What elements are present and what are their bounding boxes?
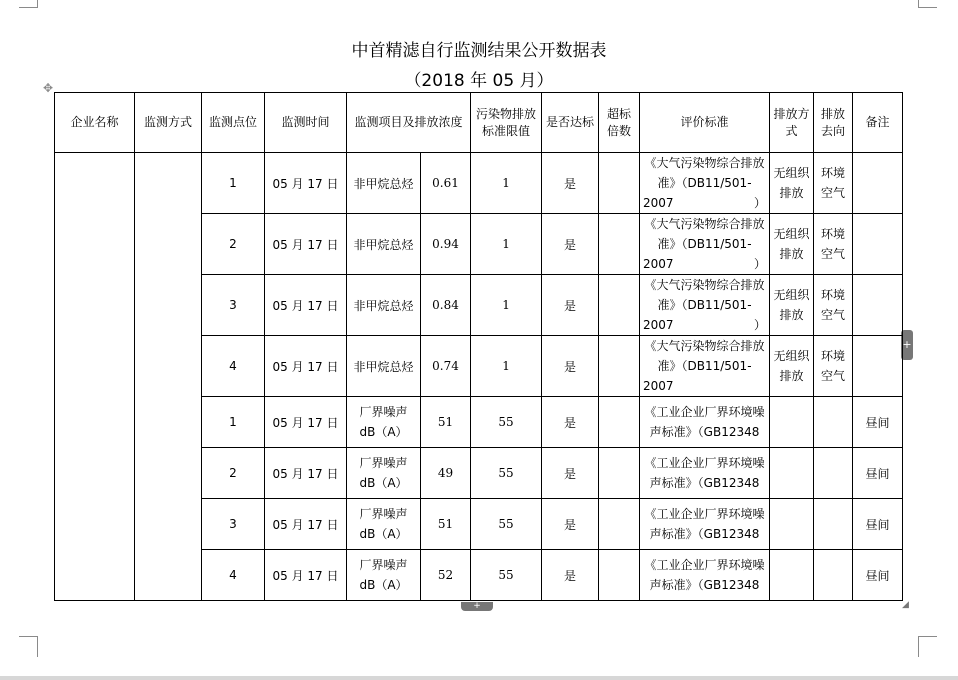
exceed-cell <box>599 448 640 499</box>
header-company: 企业名称 <box>55 93 135 153</box>
value-cell: 52 <box>421 550 471 601</box>
meets-cell: 是 <box>542 397 599 448</box>
time-cell: 05 月 17 日 <box>265 214 347 275</box>
point-cell: 2 <box>202 214 265 275</box>
dest-cell: 环境空气 <box>814 214 853 275</box>
value-cell: 0.61 <box>421 153 471 214</box>
company-cell <box>55 153 135 601</box>
add-row-button[interactable] <box>461 602 493 611</box>
mode-cell: 无组织排放 <box>770 275 814 336</box>
time-cell: 05 月 17 日 <box>265 448 347 499</box>
meets-cell: 是 <box>542 275 599 336</box>
header-note: 备注 <box>853 93 903 153</box>
mode-cell: 无组织排放 <box>770 214 814 275</box>
point-cell: 2 <box>202 448 265 499</box>
value-cell: 0.84 <box>421 275 471 336</box>
meets-cell: 是 <box>542 336 599 397</box>
point-cell: 3 <box>202 499 265 550</box>
limit-cell: 55 <box>471 448 542 499</box>
table-move-icon[interactable]: ✥ <box>42 81 54 95</box>
meets-cell: 是 <box>542 153 599 214</box>
note-cell: 昼间 <box>853 397 903 448</box>
note-cell <box>853 153 903 214</box>
note-cell <box>853 214 903 275</box>
point-cell: 3 <box>202 275 265 336</box>
standard-cell: 《工业企业厂界环境噪声标准》（GB12348 <box>640 397 770 448</box>
monitoring-results-table <box>54 92 903 601</box>
item-cell: 厂界噪声 dB（A） <box>347 550 421 601</box>
exceed-cell <box>599 214 640 275</box>
time-cell: 05 月 17 日 <box>265 336 347 397</box>
item-cell: 厂界噪声 dB（A） <box>347 499 421 550</box>
exceed-cell <box>599 550 640 601</box>
dest-cell <box>814 550 853 601</box>
point-cell: 4 <box>202 550 265 601</box>
time-cell: 05 月 17 日 <box>265 275 347 336</box>
time-cell: 05 月 17 日 <box>265 499 347 550</box>
value-cell: 0.94 <box>421 214 471 275</box>
mode-cell: 无组织排放 <box>770 336 814 397</box>
exceed-cell <box>599 336 640 397</box>
exceed-cell <box>599 153 640 214</box>
header-item: 监测项目及排放浓度 <box>347 93 471 153</box>
standard-cell: 《大气污染物综合排放准》（DB11/501-2007） <box>640 153 770 214</box>
exceed-cell <box>599 499 640 550</box>
value-cell: 51 <box>421 499 471 550</box>
meets-cell: 是 <box>542 214 599 275</box>
document-title: 中首精滤自行监测结果公开数据表 <box>351 41 607 61</box>
standard-cell: 《大气污染物综合排放准》（DB11/501-2007 <box>640 336 770 397</box>
point-cell: 1 <box>202 153 265 214</box>
header-discharge-mode: 排放方式 <box>770 93 814 153</box>
mode-cell <box>770 499 814 550</box>
value-cell: 51 <box>421 397 471 448</box>
table-resize-icon[interactable]: ◢ <box>902 600 909 610</box>
page-corner-bottom-left <box>19 636 38 657</box>
dest-cell: 环境空气 <box>814 275 853 336</box>
value-cell: 49 <box>421 448 471 499</box>
page-corner-bottom-right <box>918 636 937 657</box>
point-cell: 1 <box>202 397 265 448</box>
limit-cell: 55 <box>471 499 542 550</box>
mode-cell <box>770 397 814 448</box>
header-method: 监测方式 <box>135 93 202 153</box>
exceed-cell <box>599 275 640 336</box>
dest-cell <box>814 448 853 499</box>
limit-cell: 1 <box>471 336 542 397</box>
page-corner-top-right <box>918 0 937 8</box>
limit-cell: 55 <box>471 397 542 448</box>
item-cell: 厂界噪声 dB（A） <box>347 448 421 499</box>
header-point: 监测点位 <box>202 93 265 153</box>
limit-cell: 55 <box>471 550 542 601</box>
page-bottom-edge <box>0 676 958 680</box>
note-cell <box>853 336 903 397</box>
mode-cell <box>770 448 814 499</box>
dest-cell: 环境空气 <box>814 336 853 397</box>
item-cell: 非甲烷总烃 <box>347 214 421 275</box>
mode-cell: 无组织排放 <box>770 153 814 214</box>
plus-icon: + <box>902 338 912 351</box>
header-time: 监测时间 <box>265 93 347 153</box>
note-cell: 昼间 <box>853 499 903 550</box>
plus-icon: + <box>473 601 481 611</box>
dest-cell <box>814 397 853 448</box>
exceed-cell <box>599 397 640 448</box>
header-limit: 污染物排放标准限值 <box>471 93 542 153</box>
dest-cell: 环境空气 <box>814 153 853 214</box>
standard-cell: 《大气污染物综合排放准》（DB11/501-2007） <box>640 214 770 275</box>
header-discharge-dest: 排放去向 <box>814 93 853 153</box>
value-cell: 0.74 <box>421 336 471 397</box>
dest-cell <box>814 499 853 550</box>
header-meets: 是否达标 <box>542 93 599 153</box>
limit-cell: 1 <box>471 275 542 336</box>
meets-cell: 是 <box>542 448 599 499</box>
standard-cell: 《工业企业厂界环境噪声标准》（GB12348 <box>640 550 770 601</box>
page-corner-top-left <box>19 0 38 8</box>
item-cell: 非甲烷总烃 <box>347 336 421 397</box>
note-cell: 昼间 <box>853 448 903 499</box>
item-cell: 厂界噪声 dB（A） <box>347 397 421 448</box>
header-row <box>55 93 903 153</box>
time-cell: 05 月 17 日 <box>265 153 347 214</box>
meets-cell: 是 <box>542 499 599 550</box>
limit-cell: 1 <box>471 214 542 275</box>
header-standard: 评价标准 <box>640 93 770 153</box>
table-row <box>55 153 903 214</box>
mode-cell <box>770 550 814 601</box>
standard-cell: 《工业企业厂界环境噪声标准》（GB12348 <box>640 499 770 550</box>
method-cell <box>135 153 202 601</box>
note-cell <box>853 275 903 336</box>
document-subtitle: （2018 年 05 月） <box>404 71 554 91</box>
note-cell: 昼间 <box>853 550 903 601</box>
time-cell: 05 月 17 日 <box>265 397 347 448</box>
meets-cell: 是 <box>542 550 599 601</box>
header-exceed: 超标倍数 <box>599 93 640 153</box>
standard-cell: 《大气污染物综合排放准》（DB11/501-2007） <box>640 275 770 336</box>
item-cell: 非甲烷总烃 <box>347 275 421 336</box>
time-cell: 05 月 17 日 <box>265 550 347 601</box>
limit-cell: 1 <box>471 153 542 214</box>
point-cell: 4 <box>202 336 265 397</box>
item-cell: 非甲烷总烃 <box>347 153 421 214</box>
standard-cell: 《工业企业厂界环境噪声标准》（GB12348 <box>640 448 770 499</box>
